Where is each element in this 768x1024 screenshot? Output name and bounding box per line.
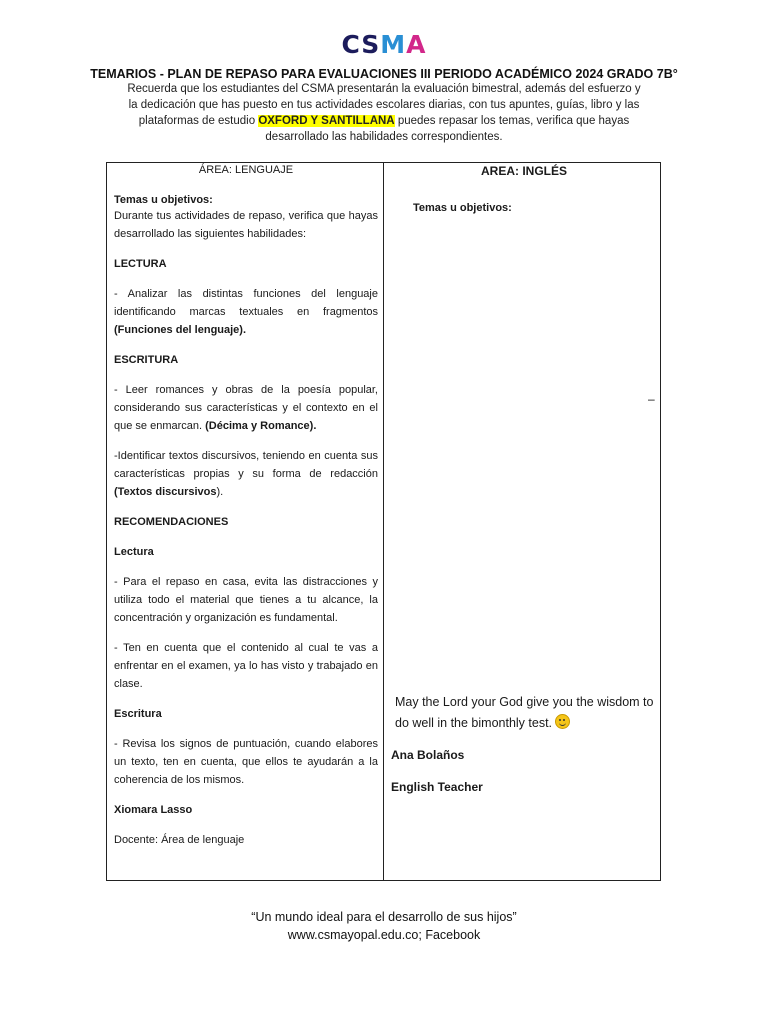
logo-letter-m: M [380, 30, 407, 59]
lectura-item-text: - Analizar las distintas funciones del lenguaje identificando marcas textuales en fragmentos [114, 288, 378, 318]
escritura-item-1-bold: (Décima y Romance). [205, 420, 317, 432]
lectura-item-bold: (Funciones del lenguaje). [114, 324, 247, 336]
intro-text-end: puedes repasar los temas, verifica que hayas desarrollado las habilidades correspondientes. [265, 115, 630, 143]
english-teacher-name: Ana Bolaños [391, 748, 465, 762]
rec-lectura-item-1: - Para el repaso en casa, evita las distracciones y utiliza todo el material que tienes a tu alcance, la concentración y organización es fundamental. [114, 576, 378, 624]
lectura-item [114, 285, 378, 339]
escritura-item-2-end: ). [216, 486, 224, 498]
language-teacher-name: Xiomara Lasso [114, 804, 193, 816]
escritura-heading: ESCRITURA [114, 354, 179, 366]
language-column [114, 161, 378, 849]
escritura-item-1 [114, 381, 378, 435]
english-teacher-role: English Teacher [391, 780, 483, 794]
english-message-block [391, 692, 659, 798]
smiley-face-icon [555, 714, 570, 729]
escritura-item-2 [114, 447, 378, 501]
footer-contact: www.csmayopal.edu.co; Facebook [287, 928, 481, 942]
lectura-heading: LECTURA [114, 258, 167, 270]
document-title: TEMARIOS - PLAN DE REPASO PARA EVALUACIONES III PERIODO ACADÉMICO 2024 GRADO 7B° [90, 67, 678, 81]
page-footer [0, 908, 768, 944]
rec-lectura-item-2: - Ten en cuenta que el contenido al cual te vas a enfrentar en el examen, ya lo has visto y trabajado en clase. [114, 642, 378, 690]
language-topics-label: Temas u objetivos: [114, 194, 213, 206]
rec-escritura-heading: Escritura [114, 708, 162, 720]
logo-letter-a: A [406, 30, 427, 59]
escritura-item-2-bold: (Textos discursivos [114, 486, 217, 498]
english-message-text: May the Lord your God give you the wisdom to do well in the bimonthly test. [395, 695, 654, 730]
recomendaciones-heading: RECOMENDACIONES [114, 516, 229, 528]
logo-letter-s: S [361, 30, 381, 59]
intro-highlight: OXFORD Y SANTILLANA [258, 115, 395, 127]
intro-text-start: Recuerda que los estudiantes del CSMA presentarán la evaluación bimestral, además del esfuerzo y la dedicación que has puesto en tus actividades escolares diarias, con tus apuntes, guías, libro y las plataformas de estudio [127, 83, 641, 127]
english-topics-label: Temas u objetivos: [413, 202, 512, 214]
english-area-header: AREA: INGLÉS [480, 164, 567, 178]
footer-slogan: “Un mundo ideal para el desarrollo de sus hijos” [251, 910, 517, 924]
table-column-divider [383, 162, 384, 881]
english-column [391, 161, 657, 217]
logo-letter-c: C [341, 30, 362, 59]
rec-lectura-heading: Lectura [114, 546, 154, 558]
escritura-item-2-text: -Identificar textos discursivos, teniendo en cuenta sus características propias y su forma de redacción [114, 450, 378, 480]
school-logo [0, 30, 768, 60]
rec-escritura-item: - Revisa los signos de puntuación, cuando elabores un texto, ten en cuenta, que ellos te ayudarán a la coherencia de los mismos. [114, 738, 378, 786]
english-message [391, 692, 659, 734]
intro-paragraph [124, 81, 644, 145]
language-teacher-role: Docente: Área de lenguaje [114, 834, 245, 846]
language-topics-intro: Durante tus actividades de repaso, verifica que hayas desarrollado las siguientes habilidades: [114, 210, 378, 240]
empty-topics-dash: – [648, 392, 655, 406]
escritura-item-1-text: - Leer romances y obras de la poesía popular, considerando sus características y el contexto en el que se enmarcan. [114, 384, 378, 432]
language-area-header: ÁREA: LENGUAJE [198, 164, 294, 176]
